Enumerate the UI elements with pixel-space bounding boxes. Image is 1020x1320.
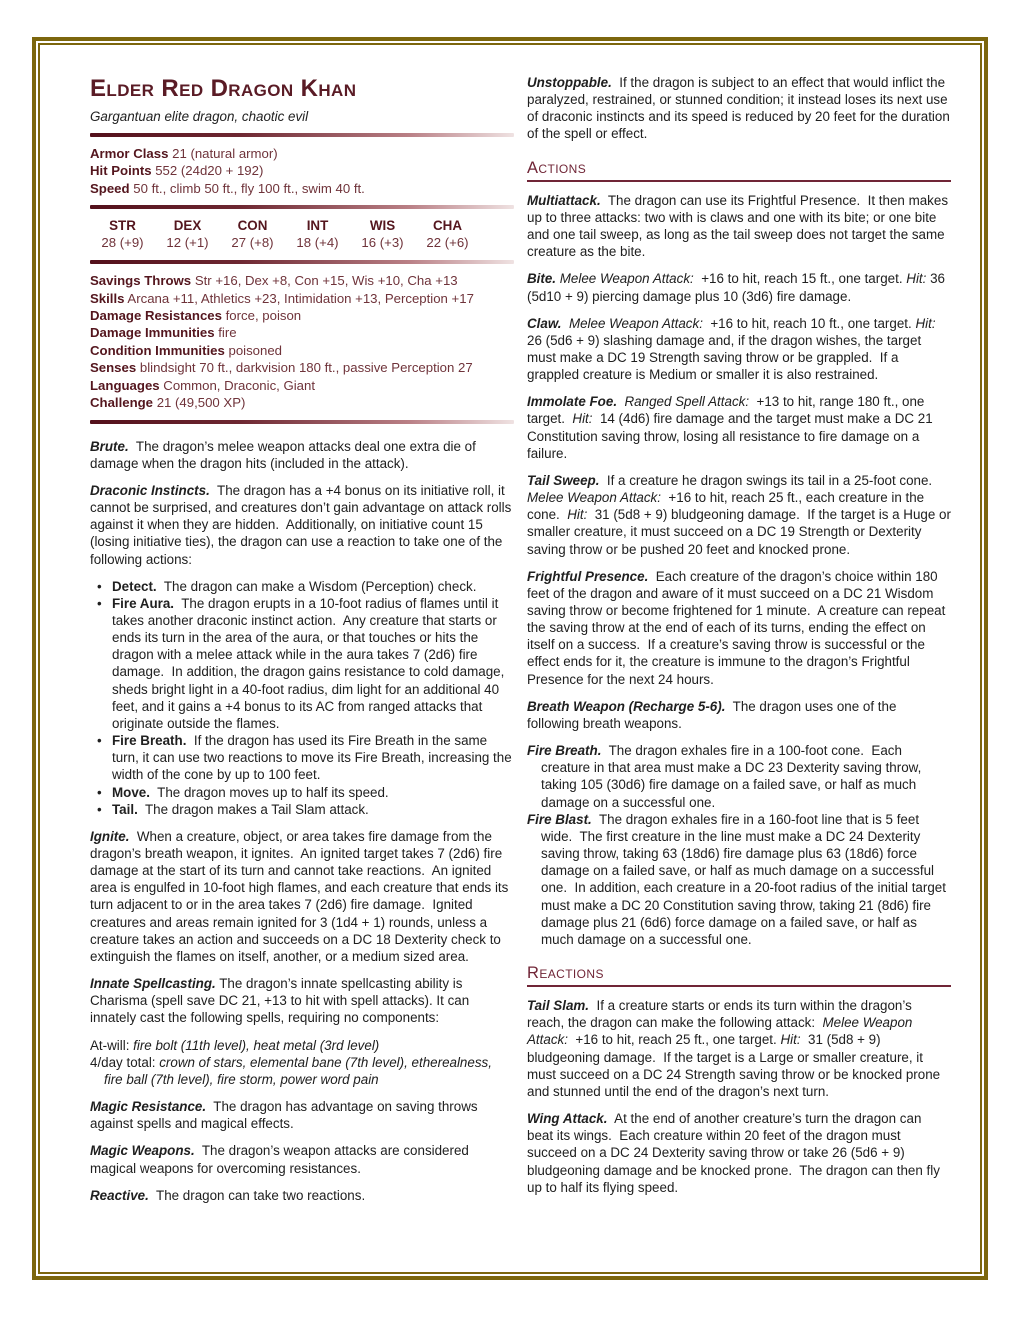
skills-line (90, 290, 514, 307)
action-fire-blast: Fire Blast. The dragon exhales fire in a 160-foot line that is 5 feet wide. The first creature in the line must make a DC 24 Dexterity saving throw, taking 63 (18d6) fire damage plus 63 (18d6) force damage on a failed save, or half as much damage on a successful one. In addition, each creature in a 20-foot radius of the initial target must make a DC 20 Constitution saving throw, taking 21 (8d6) fire damage plus 21 (6d6) force damage on a failed save, or half as much damage on a successful one. (527, 811, 950, 947)
list-item: • Fire Aura. The dragon erupts in a 10-foot radius of flames until it takes another draconic instinct action. Any creature that starts or ends its turn in the area of the aura, or that touches or hits the dragon with a melee attack while in the aura takes 7 (2d6) fire damage. In addition, the dragon gains resistance to cold damage, sheds bright light in a 40-foot radius, dim light for an additional 40 feet, and it gains a +4 bonus to its AC from ranged attacks that originate outside the flames. (90, 595, 514, 732)
damage-resistances-line (90, 307, 514, 324)
list-item: • Move. The dragon moves up to half its speed. (90, 784, 514, 801)
section-divider (90, 260, 514, 264)
section-divider (90, 133, 514, 137)
ability-name: CHA (432, 218, 462, 234)
spell-line-per-day: 4/day total: crown of stars, elemental bane (7th level), etherealness, fire ball (7th level), fire storm, power word pain (90, 1054, 496, 1087)
trait-reactive: Reactive. The dragon can take two reactions. (90, 1187, 366, 1203)
list-item: • Detect. The dragon can make a Wisdom (Perception) check. (90, 578, 514, 595)
stat-value: 50 ft., climb 50 ft., fly 100 ft., swim 40 ft. (133, 180, 365, 196)
action-claw: Claw. Melee Weapon Attack: +16 to hit, reach 10 ft., one target. Hit: 26 (5d6 + 9) slashing damage and, if the dragon wishes, the target must make a DC 19 Strength saving throw or be grappled. If a grappled creature is Medium or smaller it is also restrained. (527, 315, 940, 383)
saving-throws-line (90, 272, 514, 289)
spell-line-at-will: At-will: fire bolt (11th level), heat metal (3rd level) (90, 1037, 380, 1053)
ability-name: INT (306, 218, 329, 234)
action-breath-weapon: Breath Weapon (Recharge 5-6). The dragon uses one of the following breath weapons. (527, 698, 901, 731)
action-fire-breath: Fire Breath. The dragon exhales fire in a 100-foot cone. Each creature in that area must make a DC 23 Dexterity saving throw, taking 105 (30d6) fire damage on a failed save, or half as much damage on a successful one. (527, 743, 926, 810)
stat-label: Speed (90, 180, 130, 196)
stat-value: 552 (24d20 + 192) (155, 163, 264, 179)
armor-class-line (90, 145, 514, 162)
stat-label: Damage Immunities (90, 325, 215, 341)
draconic-instinct-options-list (90, 578, 514, 818)
trait-innate-spellcasting: Innate Spellcasting. The dragon’s innate spellcasting ability is Charisma (spell save DC 21, +13 to hit with spell attacks). It can innately cast the following spells, requiring no components: (90, 976, 473, 1026)
stat-label: Armor Class (90, 145, 169, 161)
list-item: • Fire Breath. If the dragon has used its Fire Breath in the same turn, it can use two reactions to move its Fire Breath, increasing the width of the cone by up to 100 feet. (90, 732, 514, 783)
breath-weapon-options (527, 742, 951, 948)
challenge-line (90, 394, 514, 411)
condition-immunities-line (90, 342, 514, 359)
damage-immunities-line (90, 324, 514, 341)
trait-magic-weapons: Magic Weapons. The dragon’s weapon attacks are considered magical weapons for overcoming resistances. (90, 1143, 473, 1176)
stat-label: Savings Throws (90, 273, 192, 289)
action-tail-sweep: Tail Sweep. If a creature he dragon swings its tail in a 25-foot cone. Melee Weapon Attack: +16 to hit, reach 25 ft., each creature in the cone. Hit: 31 (5d8 + 9) bludgeoning damage. If the target is a Huge or smaller creature, it must succeed on a DC 19 Strength or Dexterity saving throw or be pushed 20 feet and knocked prone. (527, 472, 955, 557)
stat-value: 21 (49,500 XP) (156, 395, 246, 411)
ability-scores-table (90, 217, 480, 252)
ability-dex (155, 217, 220, 252)
ability-int (285, 217, 350, 252)
page-title: Elder Red Dragon Khan (90, 75, 357, 102)
section-divider (90, 205, 514, 209)
stat-value: fire (218, 325, 237, 341)
ability-score: 22 (+6) (426, 235, 469, 251)
stat-value: 21 (natural armor) (172, 145, 278, 161)
stat-value: blindsight 70 ft., darkvision 180 ft., passive Perception 27 (139, 360, 473, 376)
stat-label: Languages (90, 377, 160, 393)
ability-score: 27 (+8) (231, 235, 274, 251)
stat-label: Skills (90, 290, 125, 306)
trait-magic-resistance: Magic Resistance. The dragon has advantage on saving throws against spells and magical effects. (90, 1099, 482, 1132)
trait-draconic-instincts: Draconic Instincts. The dragon has a +4 bonus on its initiative roll, it cannot be surprised, and creatures don’t gain advantage on attack rolls against it when they are hidden. Additionally, on initiative count 15 (losing initiative ties), the dragon can use a reaction to take one of the following actions: (90, 482, 516, 567)
action-immolate-foe: Immolate Foe. Ranged Spell Attack: +13 to hit, range 180 ft., one target. Hit: 14 (4d6) fire damage and the target must make a DC 21 Constitution saving throw, losing all resistance to fire damage on a failure. (527, 394, 937, 461)
ability-wis (350, 217, 415, 252)
ability-score: 18 (+4) (296, 235, 339, 251)
spell-list (90, 1037, 514, 1088)
speed-line (90, 180, 514, 197)
stat-value: Arcana +11, Athletics +23, Intimidation +13, Perception +17 (127, 290, 474, 306)
left-column (90, 74, 514, 1214)
ability-name: WIS (369, 218, 396, 234)
action-multiattack: Multiattack. The dragon can use its Frightful Presence. It then makes up to three attacks: two with is claws and one with its bite; or one bite and one tail sweep, as long as the tail sweep does not target the same creature as the bite. (527, 192, 952, 260)
stat-label: Hit Points (90, 163, 152, 179)
languages-line (90, 377, 514, 394)
reaction-tail-slam: Tail Slam. If a creature starts or ends its turn within the dragon’s reach, the dragon can make the following attack: Melee Weapon Attack: +16 to hit, reach 25 ft., one target. Hit: 31 (5d8 + 9) bludgeoning damage. If the target is a Large or smaller creature, it must succeed on a DC 24 Strength saving throw or be knocked prone and stunned until the end of the dragon’s next turn. (527, 998, 944, 1099)
stat-value: poisoned (228, 342, 283, 358)
reactions-heading: Reactions (527, 963, 951, 987)
right-column (527, 74, 955, 1206)
ability-name: CON (237, 218, 268, 234)
stat-label: Condition Immunities (90, 342, 225, 358)
hit-points-line (90, 162, 514, 179)
stat-label: Damage Resistances (90, 308, 222, 324)
action-bite: Bite. Melee Weapon Attack: +16 to hit, reach 15 ft., one target. Hit: 36 (5d10 + 9) piercing damage plus 10 (3d6) fire damage. (527, 271, 949, 304)
trait-unstoppable: Unstoppable. If the dragon is subject to an effect that would inflict the paralyzed, restrained, or stunned condition; it instead loses its next use of draconic instincts and its speed is reduced by 20 feet for the duration of the spell or effect. (527, 75, 954, 142)
trait-brute: Brute. The dragon’s melee weapon attacks deal one extra die of damage when the dragon hits (included in the attack). (90, 438, 480, 471)
ability-cha (415, 217, 480, 252)
stat-value: Str +16, Dex +8, Con +15, Wis +10, Cha +13 (194, 273, 458, 289)
ability-score: 12 (+1) (166, 235, 209, 251)
stat-label: Senses (90, 360, 137, 376)
actions-heading: Actions (527, 158, 951, 182)
action-frightful-presence: Frightful Presence. Each creature of the dragon’s choice within 180 feet of the dragon and aware of it must succeed on a DC 21 Wisdom saving throw or become frightened for 1 minute. A creature can repeat the saving throw at the end of each of its turns, ending the effect on itself on a success. If a creature’s saving throw is successful or the effect ends for it, the creature is immune to the dragon’s Frightful Presence for the next 24 hours. (527, 568, 950, 687)
stat-value: Common, Draconic, Giant (163, 377, 316, 393)
ability-score: 16 (+3) (361, 235, 404, 251)
stat-value: force, poison (225, 308, 302, 324)
ability-con (220, 217, 285, 252)
ability-str (90, 217, 155, 252)
stat-label: Challenge (90, 395, 154, 411)
section-divider (90, 420, 514, 424)
ability-score: 28 (+9) (101, 235, 144, 251)
reaction-wing-attack: Wing Attack. At the end of another creature’s turn the dragon can beat its wings. Each creature within 20 feet of the dragon must succeed on a DC 24 Dexterity saving throw or take 26 (5d6 + 9) bludgeoning damage and be knocked prone. The dragon can then fly up to half its flying speed. (527, 1111, 944, 1195)
list-item: • Tail. The dragon makes a Tail Slam attack. (90, 801, 514, 818)
creature-type: Gargantuan elite dragon, chaotic evil (90, 108, 309, 124)
trait-ignite: Ignite. When a creature, object, or area takes fire damage from the dragon’s breath weapon, it ignites. An ignited target takes 7 (2d6) fire damage at the start of its turn and cannot take reactions. An ignited area is engulfed in 10-foot high flames, and each creature that ends its turn adjacent to or in the area takes 7 (2d6) fire damage. Ignited creatures and areas remain ignited for 3 (1d4 + 1) rounds, unless a creature takes an action and succeeds on a DC 18 Dexterity check to extinguish the flames on itself, another, or a medium sized area. (90, 828, 513, 964)
ability-name: STR (109, 218, 136, 234)
senses-line (90, 359, 514, 376)
ability-name: DEX (173, 218, 202, 234)
